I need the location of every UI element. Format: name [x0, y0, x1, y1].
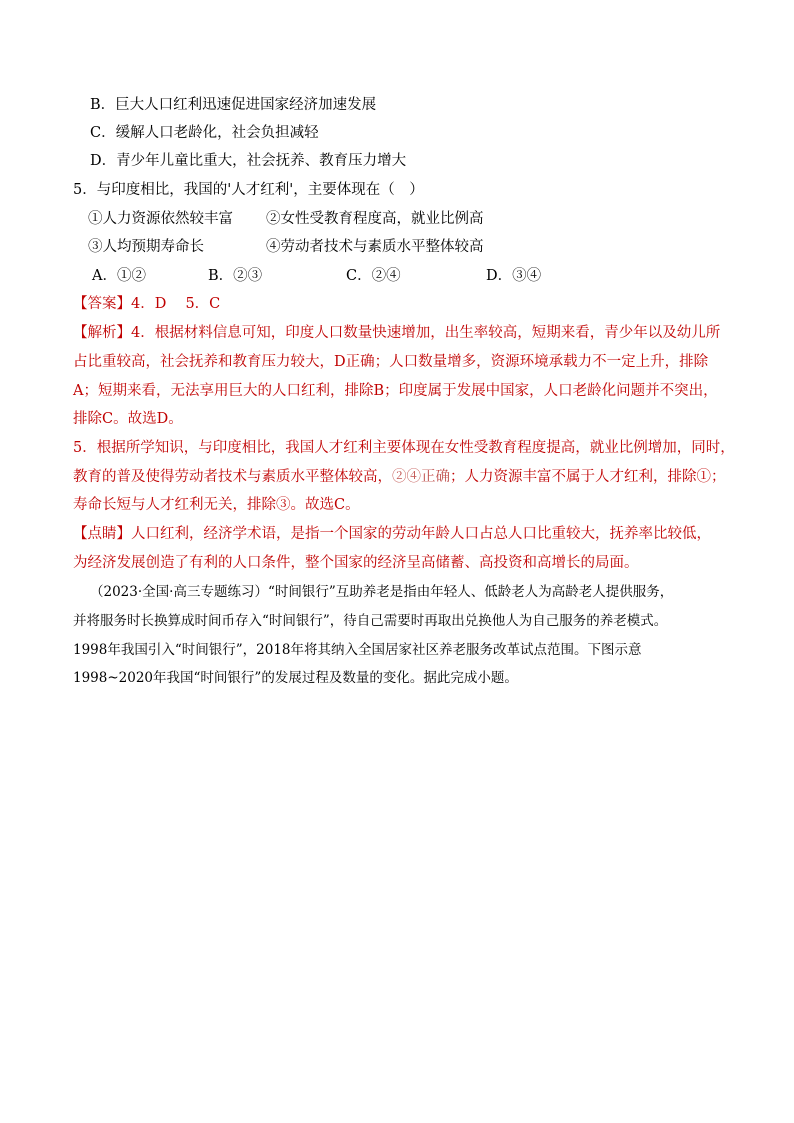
analysis-text-a: 教育的普及使得劳动者技术与素质水平整体较高， [73, 469, 392, 485]
analysis-line-6 [73, 467, 726, 487]
answer-text: 4．D 5．C [131, 296, 221, 312]
statement-1: ①人力资源依然较丰富 [88, 211, 233, 227]
analysis-line-4: 排除C。故选D。 [73, 411, 183, 427]
question-stem: 5．与印度相比，我国的'人才红利'，主要体现在（ ） [73, 182, 424, 198]
choice-c: C．②④ [346, 268, 401, 284]
statement-4: ④劳动者技术与素质水平整体较高 [266, 239, 484, 255]
option-b: B．巨大人口红利迅速促进国家经济加速发展 [90, 97, 377, 113]
passage-line-2: 并将服务时长换算成时间币存入“时间银行”，待自己需要时再取出兑换他人为自己服务的养老模式。 [73, 613, 668, 629]
analysis-highlight: ②④正确 [392, 469, 450, 485]
analysis-line-1 [73, 323, 720, 343]
analysis-tag: 【解析】 [73, 325, 131, 341]
analysis-line-3: A；短期来看，无法享用巨大的人口红利，排除B；印度属于发展中国家，人口老龄化问题并不突出， [73, 383, 718, 399]
statement-2: ②女性受教育程度高，就业比例高 [266, 211, 484, 227]
passage-line-1 [90, 582, 673, 602]
passage-text-1: “时间银行”互助养老是指由年轻人、低龄老人为高龄老人提供服务， [267, 584, 674, 600]
tip-line-1 [73, 524, 711, 544]
analysis-text-c: ；人力资源丰富不属于人才红利，排除①； [450, 469, 726, 485]
statement-3: ③人均预期寿命长 [88, 239, 204, 255]
choice-d: D．③④ [486, 268, 542, 284]
analysis-line-5: 5．根据所学知识，与印度相比，我国人才红利主要体现在女性受教育程度提高，就业比例增加，同时， [73, 440, 735, 456]
tip-line-2: 为经济发展创造了有利的人口条件，整个国家的经济呈高储蓄、高投资和高增长的局面。 [73, 555, 639, 571]
passage-line-4: 1998~2020年我国“时间银行”的发展过程及数量的变化。据此完成小题。 [73, 670, 518, 686]
answer-tag: 【答案】 [73, 296, 131, 312]
option-d: D．青少年儿童比重大，社会抚养、教育压力增大 [90, 153, 407, 169]
analysis-line-7: 寿命长短与人才红利无关，排除③。故选C。 [73, 497, 360, 513]
analysis-line-2: 占比重较高，社会抚养和教育压力较大，D正确；人口数量增多，资源环境承载力不一定上升，排除 [73, 354, 709, 370]
analysis-text: 4．根据材料信息可知，印度人口数量快速增加，出生率较高，短期来看，青少年以及幼儿所 [131, 325, 721, 341]
passage-source: （2023·全国·高三专题练习） [90, 584, 268, 600]
tip-text: 人口红利，经济学术语，是指一个国家的劳动年龄人口占总人口比重较大，抚养率比较低， [131, 526, 711, 542]
option-c: C．缓解人口老龄化，社会负担减轻 [90, 125, 319, 141]
tip-tag: 【点睛】 [73, 526, 131, 542]
answer-line [73, 294, 220, 314]
choice-b: B．②③ [208, 268, 263, 284]
passage-line-3: 1998年我国引入“时间银行”，2018年将其纳入全国居家社区养老服务改革试点范围。下图示意 [73, 642, 642, 658]
choice-a: A．①② [92, 268, 146, 284]
